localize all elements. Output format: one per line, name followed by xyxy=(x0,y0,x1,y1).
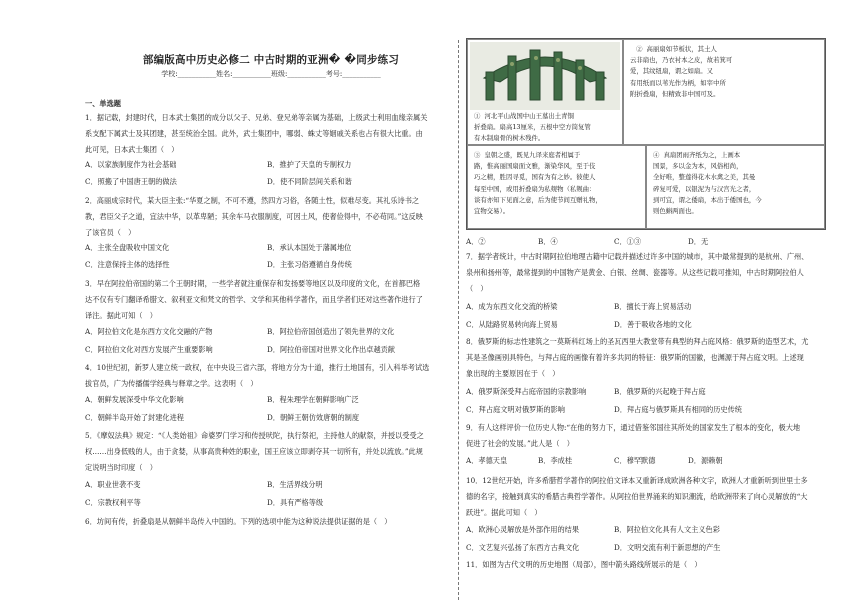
q1-option-c[interactable]: C．照搬了中国唐王朝的做法 xyxy=(85,177,177,186)
q8-option-b[interactable]: B．俄罗斯的兴起晚于拜占庭 xyxy=(614,387,706,396)
figure-cell-3-text: ③ 皇朝之盛，既见九译来庭者相属于 路，惟高丽国扇面文雅，渐染华风，至于伎 巧之精，胜因寻觅，国有为有之妙。彼使人 每至中国，或用折叠扇为私觌物（私觌曲： 谈有亦知下见面之意，后为使节间互赠礼物， 宜物交易）。 xyxy=(474,151,602,216)
q6-line-1: 6．坊间有传，折叠扇是从朝鲜半岛传入中国的。下列的选项中能为这种说法提供证据的是（ ） xyxy=(85,517,392,526)
q1-option-d[interactable]: D．使不同阶层间关系和谐 xyxy=(267,177,352,186)
figure-cell-2-text: ② 高丽扇如节板状，其土人 云非扇也，乃衣衬本之皮，故若箕可 爱，其纹纽扇，谓之如扇。又 有用纸而以苇光作为柄，如宰中所 附折叠扇，但精致非中国可及。 xyxy=(630,45,733,98)
q9-option-b[interactable]: B．李成桂 xyxy=(538,456,573,465)
q7-option-a[interactable]: A．成为东西文化交流的桥梁 xyxy=(466,302,558,311)
document-title: 部编版高中历史必修二 中古时期的亚洲� �同步练习 xyxy=(142,54,400,66)
q10-line-3: 跃进”。据此可知（ ） xyxy=(466,508,542,517)
q7-line-2: 泉州和扬州等，最常提到的中国物产是黄金、白银、丝绸、瓷器等。从这些记载可推知，中古时期阿拉伯人 xyxy=(466,268,804,277)
q9-line-1: 9．有人这样评价一位历史人物:“在他的努力下，通过借鉴邻国往其所处的国家发生了根本的变化，极大地 xyxy=(466,423,801,432)
q2-option-b[interactable]: B．承认本国处于藩属地位 xyxy=(267,243,352,252)
q4-line-1: 4．10世纪初，新罗人建立统一政权，在中央设三省六部，将地方分为十道，推行土地国有，引入科举考试选 xyxy=(85,363,430,372)
figure-cell-4-text: ④ 真扇团雨齐纸为之，上画本 国景，多以金为本，风俗相尚， 全好唯，整莲得花木水禽之美，其曼 碎复可爱，以银泥为与汉宫光之者， 到可宜，谓之倭扇，本出于倭国也，今 则色蝌两面也。 xyxy=(653,151,762,216)
q2-option-a[interactable]: A．主张全盘吸收中国文化 xyxy=(85,243,170,252)
q3-option-d[interactable]: D．阿拉伯帝国对世界文化作出卓越贡献 xyxy=(267,345,395,354)
q8-option-a[interactable]: A．俄罗斯深受拜占庭帝国的宗教影响 xyxy=(466,387,587,396)
q2-option-c[interactable]: C．注意保持主体的选择性 xyxy=(85,260,170,269)
q1-line-3: 此可见，日本武士集团（ ） xyxy=(85,145,179,154)
q3-option-b[interactable]: B．阿拉伯帝国创造出了领先世界的文化 xyxy=(267,327,395,336)
q10-option-d[interactable]: D．文明交流有利于新思想的产生 xyxy=(614,543,721,552)
q2-line-1: 2．高丽成宗时代，某大臣主张:“华夏之制，不可不遵，然四方习俗，各随土性，似难尽变。其礼乐诗书之 xyxy=(85,196,420,205)
q3-line-2: 达不仅有专门翻译希腊文、叙利亚文和梵文的哲学、文学和其他科学著作，而且学者们还对这些著作进行了 xyxy=(85,295,423,304)
q8-option-d[interactable]: D．拜占庭与俄罗斯具有相同的历史传统 xyxy=(614,405,742,414)
q5-option-b[interactable]: B．生活界线分明 xyxy=(267,480,323,489)
q7-line-3: （ ） xyxy=(466,284,488,293)
q5-line-1: 5．《摩奴法典》规定：“《人类始祖》命婆罗门学习和传授吠陀，执行祭祀，主持他人的献祭，并授以受受之 xyxy=(85,431,424,440)
q4-option-a[interactable]: A．朝鲜发展深受中华文化影响 xyxy=(85,395,184,404)
section-heading: 一、单选题 xyxy=(85,99,121,108)
figure-cell-2 xyxy=(623,39,825,145)
q3-line-1: 3．早在阿拉伯帝国的第二个王朝时期，一些学者就注重保存和发扬要等地区以及印度的文化，在首都巴格 xyxy=(85,279,421,288)
q5-line-3: 定说明当时印度（ ） xyxy=(85,463,157,472)
q4-option-d[interactable]: D．朝鲜王朝仿效唐朝的制度 xyxy=(267,413,360,422)
q2-line-2: 教，君臣父子之道，宜法中华，以革卑陋；其余车马衣服制度，可因土风，使奢俭得中，不必苟同。”这反映 xyxy=(85,212,423,221)
q10-option-b[interactable]: B．阿拉伯文化具有人文主义色彩 xyxy=(614,525,720,534)
q10-line-1: 10．12世纪开始，许多希腊哲学著作的阿拉伯文译本又重新译成欧洲各种文字，欧洲人才重新听到世里士多 xyxy=(466,476,808,485)
q5-option-c[interactable]: C．宗教权利平等 xyxy=(85,498,141,507)
right-column xyxy=(466,0,844,608)
figure-cell-4 xyxy=(646,145,825,229)
q5-line-2: 权……出身低贱的人，由于贪婪，从事高贵种姓的职业，国王应该立即剥夺其一切所有，并处以流放。”此规 xyxy=(85,447,423,456)
q4-option-c[interactable]: C．朝鲜半岛开始了封建化进程 xyxy=(85,413,184,422)
q8-line-2: 其是圣像画别具特色，与拜占庭的画像有着许多共同的特征：俄罗斯的国徽，也渊源于拜占庭文明。上述现 xyxy=(466,353,804,362)
figure-cell-3 xyxy=(467,145,646,229)
q8-line-1: 8．俄罗斯的标志性建筑之一莫斯科红场上的圣瓦西里大教堂带有典型的拜占庭风格：俄罗斯的造型艺术，尤 xyxy=(466,337,809,346)
q7-line-1: 7．据学者统计，中古时期阿拉伯地理古籍中记载并描述过许多中国的城市，其中最常提到的是杭州、广州、 xyxy=(466,252,809,261)
q9-option-a[interactable]: A．孝德天皇 xyxy=(466,456,508,465)
q1-line-2: 系支配下属武士及其团建，甚至统治全国。此外，武士集团中，哪弱、蛛丈等姻戚关系也占有很大比重。由 xyxy=(85,129,423,138)
q5-option-a[interactable]: A．职业世袭不变 xyxy=(85,480,141,489)
q9-option-d[interactable]: D．源赖朝 xyxy=(688,456,723,465)
q10-line-2: 德的名字，接触到真实的希腊古典哲学著作。从阿拉伯世界涌来的知识潮流，给欧洲带来了向心灵解放的“大 xyxy=(466,492,808,501)
q7-option-b[interactable]: B．擅长于海上贸易活动 xyxy=(614,302,692,311)
q2-line-3: 了该官员（ ） xyxy=(85,228,136,237)
q8-line-3: 象出现的主要原因在于（ ） xyxy=(466,369,560,378)
q1-line-1: 1．据记载，封建时代，日本武士集团的成分以父子、兄弟、登兄弟等亲属为基础，上级武士利用血缘亲属关 xyxy=(85,113,428,122)
q6-option-d[interactable]: D．无 xyxy=(688,237,709,246)
q2-option-d[interactable]: D．主张习俗遵循自身传统 xyxy=(267,260,352,269)
q1-option-b[interactable]: B．推护了天皇的专制权力 xyxy=(267,160,352,169)
q7-option-c[interactable]: C．从陆路贸易转向海上贸易 xyxy=(466,320,558,329)
q11-line-1: 11．如图为古代文明的历史地图（局部），图中箭头路线所展示的是（ ） xyxy=(466,560,702,569)
q8-option-c[interactable]: C．拜占庭文明对俄罗斯的影响 xyxy=(466,405,565,414)
left-column xyxy=(82,0,460,608)
q7-option-d[interactable]: D．善于吸收各地的文化 xyxy=(614,320,692,329)
q6-option-c[interactable]: C．①③ xyxy=(614,237,642,246)
q3-line-3: 译注。据此可知（ ） xyxy=(85,311,157,320)
student-info-line: 学校:___________姓名:___________班级:___________考号:___________ xyxy=(161,70,381,78)
q6-option-b[interactable]: B．④ xyxy=(538,237,558,246)
figure-cell-1-caption: ① 河北平山战国中山王墓出土青铜 折叠扇。扇高13厘米，五根中空方筒复管 有木制扇骨的树木残件。 xyxy=(474,112,591,143)
figure-cell-1 xyxy=(467,39,623,145)
q9-line-2: 促进了社会的发展。”此人是（ ） xyxy=(466,439,574,448)
q5-option-d[interactable]: D．具有严格等级 xyxy=(267,498,324,507)
q9-option-c[interactable]: C．穆罕默德 xyxy=(614,456,656,465)
fan-evidence-figure xyxy=(466,38,826,230)
q3-option-a[interactable]: A．阿拉伯文化是东西方文化交融的产物 xyxy=(85,327,213,336)
q3-option-c[interactable]: C．阿拉伯文化对西方发展产生重要影响 xyxy=(85,345,213,354)
q4-option-b[interactable]: B．程朱理学在朝鲜影响广泛 xyxy=(267,395,359,404)
q10-option-a[interactable]: A．欧洲心灵解放是外部作用的结果 xyxy=(466,525,580,534)
q10-option-c[interactable]: C．文艺复兴弘扬了东西方古典文化 xyxy=(466,543,580,552)
q6-option-a[interactable]: A．② xyxy=(466,237,486,246)
bronze-fan-image xyxy=(470,42,620,110)
q1-option-a[interactable]: A．以家族制度作为社会基础 xyxy=(85,160,177,169)
q4-line-2: 拔官员，广为传播儒学经典与释章之学。这表明（ ） xyxy=(85,379,258,388)
